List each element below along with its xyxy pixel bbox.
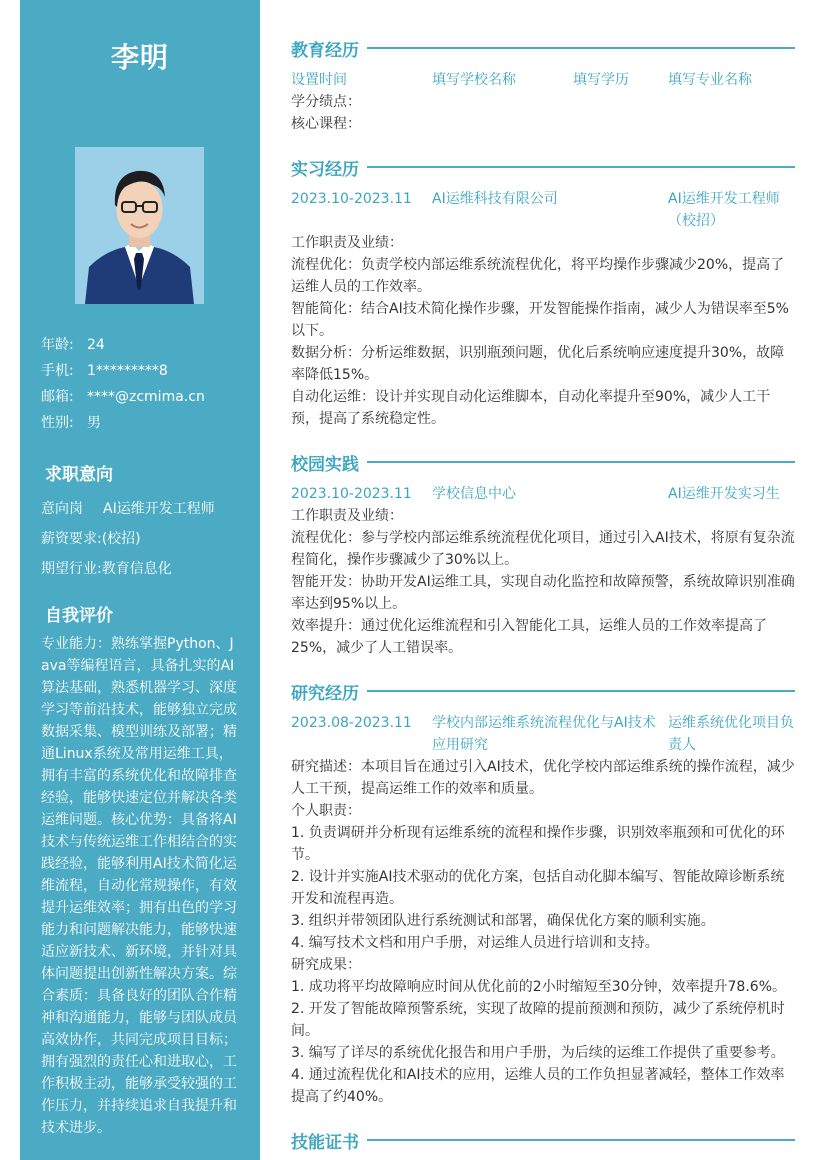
section-divider [367,1139,795,1141]
info-value: 24 [87,337,105,353]
internship-line: 流程优化：负责学校内部运维系统流程优化，将平均操作步骤减少20%，提高了运维人员的工作效率。 [291,257,785,295]
internship-line: 数据分析：分析运维数据，识别瓶颈问题，优化后系统响应速度提升30%，故障率降低15%。 [291,345,785,383]
research-line: 个人职责： [291,803,361,819]
job-intent [41,500,251,590]
campus-line: 智能开发：协助开发AI运维工具，实现自动化监控和故障预警，系统故障识别准确率达到95%以上。 [291,574,795,612]
education-time: 设置时间 [291,72,347,88]
research-line: 3. 组织并带领团队进行系统测试和部署，确保优化方案的顺利实施。 [291,913,715,929]
intent-position [41,500,251,530]
campus-line: 工作职责及业绩： [291,508,403,524]
info-label: 手机: [41,363,74,379]
education-meta [291,69,795,91]
research-line: 2. 开发了智能故障预警系统，实现了故障的提前预测和预防，减少了系统停机时间。 [291,1001,785,1039]
info-gender [41,414,251,440]
campus-org: 学校信息中心 [432,486,516,502]
intent-value: AI运维开发工程师 [103,501,215,517]
campus-line: 流程优化：参与学校内部运维系统流程优化项目，通过引入AI技术，将原有复杂流程简化，操作步骤减少了30%以上。 [291,530,795,568]
internship-meta [291,188,795,232]
section-title: 实习经历 [291,159,359,180]
research-meta [291,712,795,756]
sidebar [20,0,260,1160]
self-eval-text: 专业能力：熟练掌握Python、Java等编程语言，具备扎实的AI算法基础，熟悉机器学习、深度学习等前沿技术，能够独立完成数据采集、模型训练及部署；精通Linux系统及常用运维工具，拥有丰富的系统优化和故障排查经验，能够快速定位并解决各类运维问题。核心优势：具备将AI技术与传统运维工作相结合的实践经验，能够利用AI技术简化运维流程，自动化常规操作，有效提升运维效率；拥有出色的学习能力和问题解决能力，能够快速适应新技术、新环境，并针对具体问题提出创新性解决方案。综合素质：具备良好的团队合作精神和沟通能力，能够与团队成员高效协作，共同完成项目目标；拥有强烈的责任心和进取心，工作积极主动，能够承受较强的工作压力，并持续追求自我提升和技术进步。 [41,636,237,1136]
research-time: 2023.08-2023.11 [291,715,412,731]
campus-line: 效率提升：通过优化运维流程和引入智能化工具，运维人员的工作效率提高了25%，减少了人工错误率。 [291,618,767,656]
intent-label: 薪资要求: [41,531,102,547]
intent-value: 教育信息化 [101,561,172,577]
section-title: 技能证书 [291,1132,359,1153]
candidate-name: 李明 [110,41,169,74]
intent-salary [41,530,251,560]
basic-info [41,336,251,440]
info-label: 年龄: [41,337,74,353]
education-courses: 核心课程： [291,116,361,132]
research-header [291,679,795,703]
internship-header [291,155,795,179]
profile-photo [75,147,204,304]
internship-line: 自动化运维：设计并实现自动化运维脚本，自动化率提升至90%，减少人工干预，提高了系统稳定性。 [291,389,771,427]
section-title: 教育经历 [291,40,359,61]
research-line: 1. 成功将平均故障响应时间从优化前的2小时缩短至30分钟，效率提升78.6%。 [291,979,787,995]
section-divider [367,690,795,692]
internship-time: 2023.10-2023.11 [291,191,412,207]
research-line: 研究描述：本项目旨在通过引入AI技术，优化学校内部运维系统的操作流程，减少人工干预，提高运维工作的效率和质量。 [291,759,795,797]
research-line: 3. 编写了详尽的系统优化报告和用户手册，为后续的运维工作提供了重要参考。 [291,1045,785,1061]
info-phone [41,362,251,388]
info-value: ****@zcmima.cn [87,389,205,405]
education-gpa: 学分绩点： [291,94,361,110]
internship-line: 工作职责及业绩： [291,235,403,251]
intent-industry [41,560,251,590]
research-line: 1. 负责调研并分析现有运维系统的流程和操作步骤，识别效率瓶颈和可优化的环节。 [291,825,785,863]
research-project: 学校内部运维系统流程优化与AI技术应用研究 [432,715,656,753]
section-divider [367,166,795,168]
education-degree: 填写学历 [573,72,629,88]
info-value: 男 [87,415,101,431]
internship-role: AI运维开发工程师（校招） [668,191,780,229]
campus-header [291,450,795,474]
info-label: 邮箱: [41,389,74,405]
section-title: 研究经历 [291,683,359,704]
campus-role: AI运维开发实习生 [668,486,780,502]
intent-label: 期望行业: [41,561,102,577]
info-email [41,388,251,414]
info-age [41,336,251,362]
campus-meta [291,483,795,505]
section-divider [367,47,795,49]
section-title: 校园实践 [291,454,359,475]
self-eval-title: 自我评价 [45,606,113,626]
campus-body [291,483,795,659]
info-label: 性别: [41,415,74,431]
education-header [291,36,795,60]
intent-label: 意向岗 [41,501,83,517]
skills-header [291,1128,795,1152]
education-body [291,69,795,135]
research-body [291,712,795,1108]
intent-title: 求职意向 [45,465,113,485]
info-value: 1*********8 [87,363,168,379]
research-line: 2. 设计并实施AI技术驱动的优化方案，包括自动化脚本编写、智能故障诊断系统开发和流程再造。 [291,869,785,907]
education-major: 填写专业名称 [668,72,752,88]
research-line: 4. 通过流程优化和AI技术的应用，运维人员的工作负担显著减轻，整体工作效率提高了约40%。 [291,1067,785,1105]
campus-time: 2023.10-2023.11 [291,486,412,502]
section-divider [367,461,795,463]
intent-value: (校招) [101,531,141,547]
internship-body [291,188,795,430]
research-role: 运维系统优化项目负责人 [668,715,794,753]
education-school: 填写学校名称 [432,72,516,88]
internship-company: AI运维科技有限公司 [432,191,558,207]
internship-line: 智能简化：结合AI技术简化操作步骤，开发智能操作指南，减少人为错误率至5%以下。 [291,301,789,339]
research-line: 研究成果： [291,957,361,973]
research-line: 4. 编写技术文档和用户手册，对运维人员进行培训和支持。 [291,935,659,951]
portrait-illustration [75,147,204,304]
